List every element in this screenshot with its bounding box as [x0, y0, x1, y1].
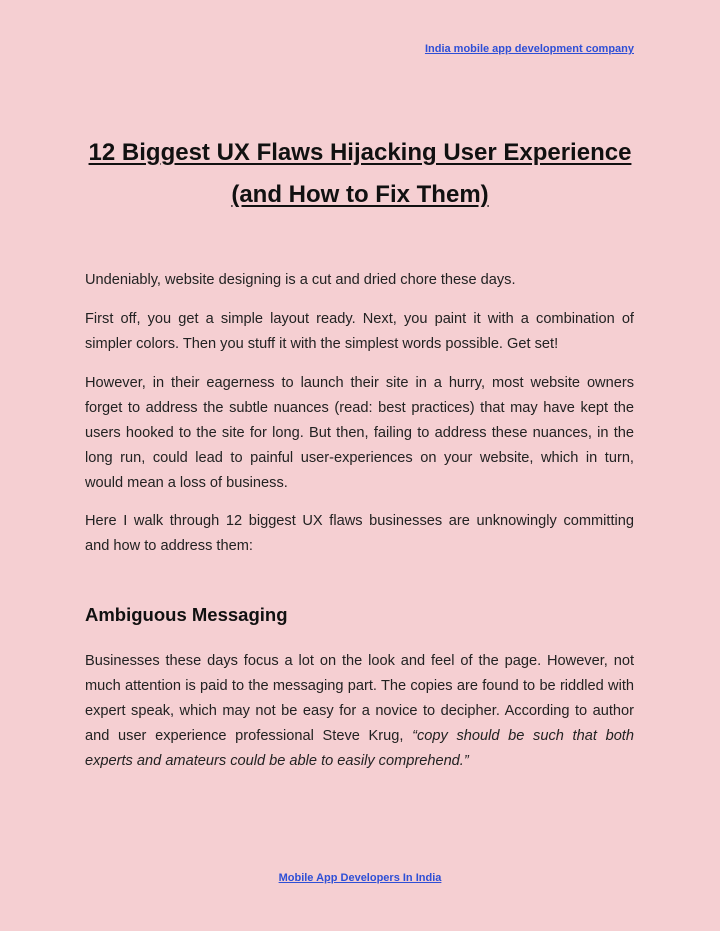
section-heading: Ambiguous Messaging: [85, 604, 288, 625]
paragraph-nuances: However, in their eagerness to launch their site in a hurry, most website owners forget to address the subtle nuances (read: best practices) that may have kept the users hooked to the site for long. But then, failing to address these nuances, in the long run, could lead to painful user-experiences on your website, which in turn, would mean a loss of business.: [85, 375, 634, 491]
header-link[interactable]: India mobile app development company: [424, 43, 634, 55]
paragraph-walkthrough: Here I walk through 12 biggest UX flaws businesses are unknowingly committing and how to address them:: [85, 513, 634, 554]
footer: [0, 872, 720, 884]
krug-quote: “copy should be such that both experts and amateurs could be able to easily comprehend.”: [85, 728, 634, 769]
section-paragraph: [85, 649, 634, 774]
footer-link[interactable]: Mobile App Developers In India: [278, 872, 442, 884]
paragraph-intro: Undeniably, website designing is a cut and dried chore these days.: [85, 272, 516, 288]
paragraph-layout: First off, you get a simple layout ready. Next, you paint it with a combination of simpler colors. Then you stuff it with the simplest words possible. Get set!: [85, 311, 634, 352]
page-title: 12 Biggest UX Flaws Hijacking User Experience (and How to Fix Them): [88, 139, 632, 208]
section-paragraph-text: Businesses these days focus a lot on the look and feel of the page. However, not much attention is paid to the messaging part. The copies are found to be riddled with expert speak, which may not be easy for a novice to decipher. According to author and user experience professional Steve Krug,: [85, 653, 634, 744]
